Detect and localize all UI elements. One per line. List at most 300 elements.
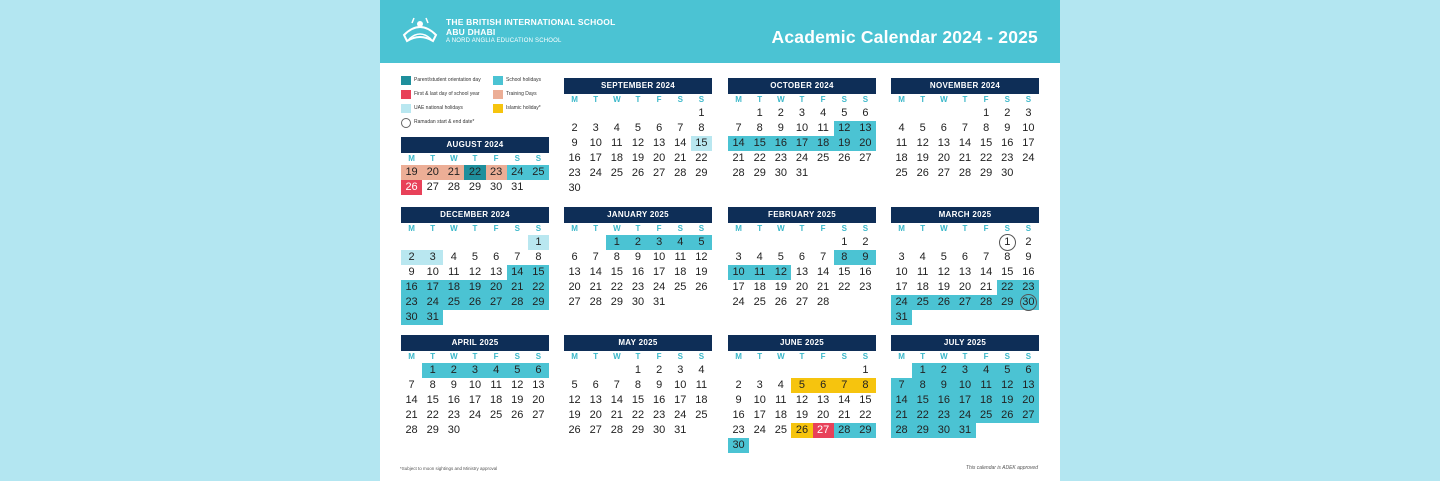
day-cell: 16 [933, 393, 954, 408]
day-cell: 12 [937, 266, 950, 278]
day-cell: 23 [447, 409, 460, 421]
weekday-label: T [635, 95, 641, 104]
weekday-label: T [920, 352, 926, 361]
day-cell: 29 [468, 181, 482, 193]
day-cell: 13 [1018, 378, 1039, 393]
weekday-label: S [862, 352, 869, 361]
day-cell: 22 [528, 280, 549, 295]
weekday-row [564, 223, 712, 235]
day-cell: 7 [408, 379, 415, 391]
day-cell: 21 [674, 152, 687, 164]
day-cell: 21 [405, 409, 418, 421]
day-cell: 11 [817, 122, 829, 134]
day-cell: 1 [997, 235, 1018, 250]
day-cell: 25 [610, 167, 623, 179]
day-cell: 26 [464, 295, 485, 310]
day-cell: 16 [653, 394, 666, 406]
approval-note: This calendar is ADEK approved [965, 465, 1038, 471]
day-cell: 21 [817, 281, 830, 293]
day-cell: 20 [568, 281, 581, 293]
day-cell: 9 [450, 379, 457, 391]
day-cell: 19 [795, 409, 809, 421]
weekday-row [564, 94, 712, 106]
day-cell: 14 [980, 266, 993, 278]
day-cell: 26 [916, 167, 929, 179]
weekday-label: T [593, 95, 599, 104]
day-cell: 28 [674, 167, 687, 179]
day-cell: 16 [447, 394, 460, 406]
weekday-label: T [962, 352, 968, 361]
legend-swatch [493, 76, 503, 85]
day-cell: 28 [610, 424, 623, 436]
weekday-label: T [799, 224, 805, 233]
day-cell: 24 [795, 152, 809, 164]
day-cell: 15 [838, 266, 851, 278]
day-cell: 23 [859, 281, 872, 293]
days-grid [728, 363, 876, 453]
day-cell: 20 [795, 281, 809, 293]
day-cell: 10 [728, 265, 749, 280]
day-cell: 29 [997, 295, 1018, 310]
weekday-label: W [777, 352, 785, 361]
weekday-row [401, 351, 549, 363]
day-cell: 9 [571, 137, 578, 149]
day-cell: 29 [610, 296, 623, 308]
weekday-label: T [635, 352, 641, 361]
weekday-row [891, 94, 1039, 106]
day-cell: 23 [631, 281, 645, 293]
day-cell: 8 [613, 251, 620, 263]
day-cell: 31 [954, 423, 975, 438]
day-cell: 18 [695, 394, 708, 406]
day-cell: 20 [855, 136, 876, 151]
day-cell: 27 [589, 424, 602, 436]
day-cell: 6 [1018, 363, 1039, 378]
day-cell: 26 [631, 167, 645, 179]
weekday-row [564, 351, 712, 363]
weekday-label: S [535, 154, 542, 163]
weekday-label: T [472, 352, 478, 361]
day-cell: 30 [774, 167, 787, 179]
weekday-label: T [962, 224, 968, 233]
day-cell: 20 [589, 409, 602, 421]
day-cell: 12 [834, 121, 855, 136]
day-cell: 5 [841, 107, 848, 119]
day-cell: 28 [834, 423, 855, 438]
day-cell: 28 [958, 167, 972, 179]
day-cell: 6 [592, 379, 599, 391]
day-cell: 13 [589, 394, 602, 406]
weekday-label: M [898, 224, 905, 233]
day-cell: 25 [774, 424, 787, 436]
day-cell: 19 [511, 394, 524, 406]
day-cell: 5 [919, 122, 926, 134]
day-cell: 29 [855, 423, 876, 438]
month-title: NOVEMBER 2024 [891, 78, 1039, 94]
day-cell: 26 [838, 152, 851, 164]
weekday-label: W [613, 224, 621, 233]
day-cell: 10 [674, 379, 687, 391]
weekday-label: F [820, 224, 826, 233]
day-cell: 28 [891, 423, 912, 438]
day-cell: 23 [732, 424, 745, 436]
day-cell: 6 [961, 251, 969, 263]
day-cell: 16 [859, 266, 872, 278]
day-cell: 17 [589, 152, 602, 164]
day-cell: 27 [426, 181, 439, 193]
days-grid [401, 363, 549, 438]
legend-label: UAE national holidays [414, 105, 463, 111]
day-cell: 27 [813, 423, 834, 438]
day-cell: 28 [817, 296, 830, 308]
day-cell: 22 [838, 281, 851, 293]
weekday-label: T [472, 224, 478, 233]
day-cell: 25 [895, 167, 908, 179]
day-cell: 1 [756, 107, 763, 119]
weekday-label: T [593, 224, 599, 233]
weekday-label: F [656, 224, 662, 233]
month-calendar [728, 335, 876, 453]
day-cell: 26 [997, 408, 1018, 423]
day-cell: 1 [912, 363, 933, 378]
day-cell: 6 [656, 122, 663, 134]
day-cell: 29 [980, 167, 993, 179]
weekday-label: M [735, 224, 742, 233]
weekday-row [891, 223, 1039, 235]
day-cell: 13 [532, 379, 545, 391]
days-grid [891, 363, 1039, 438]
day-cell: 15 [631, 394, 645, 406]
day-cell: 17 [895, 281, 908, 293]
day-cell: 6 [571, 251, 578, 263]
day-cell: 30 [1001, 167, 1014, 179]
month-calendar [401, 137, 549, 195]
month-title: MARCH 2025 [891, 207, 1039, 223]
day-cell: 27 [568, 296, 581, 308]
day-cell: 15 [426, 394, 439, 406]
day-cell: 4 [756, 251, 763, 263]
legend-swatch [401, 90, 411, 99]
day-cell: 13 [568, 266, 581, 278]
day-cell: 16 [1001, 137, 1014, 149]
month-calendar [891, 78, 1039, 181]
day-cell: 24 [589, 167, 602, 179]
days-grid [891, 106, 1039, 181]
day-cell: 11 [895, 137, 908, 149]
day-cell: 31 [891, 310, 912, 325]
weekday-label: M [898, 95, 905, 104]
day-cell: 27 [1018, 408, 1039, 423]
day-cell: 24 [507, 165, 528, 180]
day-cell: 27 [486, 295, 507, 310]
weekday-label: S [677, 352, 683, 361]
day-cell: 14 [891, 393, 912, 408]
day-cell: 26 [791, 423, 812, 438]
day-cell: 23 [774, 152, 787, 164]
day-cell: 5 [571, 379, 578, 391]
weekday-label: F [656, 95, 662, 104]
month-title: JUNE 2025 [728, 335, 876, 351]
day-cell: 31 [795, 167, 809, 179]
day-cell: 17 [791, 136, 812, 151]
day-cell: 12 [568, 394, 581, 406]
day-cell: 29 [426, 424, 439, 436]
day-cell: 20 [937, 152, 950, 164]
day-cell: 21 [443, 165, 464, 180]
weekday-label: M [571, 352, 578, 361]
month-title: FEBRUARY 2025 [728, 207, 876, 223]
day-cell: 1 [422, 363, 443, 378]
day-cell: 30 [568, 182, 581, 194]
day-cell: 13 [795, 266, 809, 278]
day-cell: 17 [422, 280, 443, 295]
day-cell: 23 [1018, 280, 1039, 295]
day-cell: 20 [486, 280, 507, 295]
day-cell: 7 [820, 251, 827, 263]
day-cell: 25 [443, 295, 464, 310]
weekday-label: S [1025, 95, 1032, 104]
days-grid [728, 106, 876, 181]
weekday-label: T [799, 352, 805, 361]
weekday-label: S [841, 224, 847, 233]
day-cell: 9 [656, 379, 663, 391]
weekday-label: W [450, 352, 458, 361]
day-cell: 3 [677, 364, 684, 376]
day-cell: 3 [464, 363, 485, 378]
day-cell: 15 [691, 136, 712, 151]
weekday-label: S [1004, 95, 1010, 104]
day-cell: 14 [817, 266, 830, 278]
day-cell: 23 [568, 167, 581, 179]
day-cell: 12 [997, 378, 1018, 393]
day-cell: 5 [940, 251, 947, 263]
day-cell: 5 [471, 251, 479, 263]
day-cell: 21 [838, 409, 851, 421]
day-cell: 10 [653, 251, 666, 263]
weekday-label: S [698, 95, 705, 104]
month-title: JULY 2025 [891, 335, 1039, 351]
day-cell: 29 [528, 295, 549, 310]
school-name-line-1: THE BRITISH INTERNATIONAL SCHOOL [446, 17, 616, 27]
day-cell: 4 [698, 364, 705, 376]
day-cell: 27 [795, 296, 809, 308]
day-cell: 7 [891, 378, 912, 393]
weekday-label: M [735, 95, 742, 104]
day-cell: 15 [912, 393, 933, 408]
day-cell: 1 [528, 235, 549, 250]
day-cell: 25 [528, 165, 549, 180]
day-cell: 24 [891, 295, 912, 310]
weekday-label: T [430, 352, 436, 361]
legend-swatch [401, 118, 411, 128]
day-cell: 31 [653, 296, 666, 308]
month-calendar [891, 335, 1039, 438]
weekday-label: S [514, 352, 520, 361]
day-cell: 18 [813, 136, 834, 151]
day-cell: 8 [429, 379, 436, 391]
day-cell: 5 [691, 235, 712, 250]
legend-swatch [401, 104, 411, 113]
weekday-row [728, 351, 876, 363]
day-cell: 31 [422, 310, 443, 325]
day-cell: 27 [937, 167, 950, 179]
day-cell: 13 [490, 266, 503, 278]
weekday-label: F [820, 95, 826, 104]
legend-label: Parent/student orientation day [414, 77, 481, 83]
day-cell: 16 [631, 266, 645, 278]
legend-label: School holidays [506, 77, 542, 83]
day-cell: 27 [532, 409, 545, 421]
day-cell: 8 [698, 122, 705, 134]
weekday-label: S [841, 95, 847, 104]
day-cell: 7 [613, 379, 620, 391]
day-cell: 18 [916, 281, 929, 293]
day-cell: 1 [698, 107, 705, 119]
month-title: DECEMBER 2024 [401, 207, 549, 223]
day-cell: 8 [983, 122, 990, 134]
day-cell: 9 [777, 122, 784, 134]
weekday-label: T [799, 95, 805, 104]
weekday-label: T [962, 95, 968, 104]
weekday-label: M [571, 95, 578, 104]
day-cell: 12 [770, 265, 791, 280]
day-cell: 28 [447, 181, 460, 193]
day-cell: 27 [859, 152, 872, 164]
day-cell: 2 [1004, 107, 1011, 119]
day-cell: 28 [405, 424, 418, 436]
day-cell: 30 [490, 181, 503, 193]
weekday-label: F [493, 224, 499, 233]
day-cell: 15 [859, 394, 872, 406]
day-cell: 1 [606, 235, 627, 250]
day-cell: 6 [493, 251, 500, 263]
day-cell: 28 [589, 296, 602, 308]
day-cell: 16 [1022, 266, 1035, 278]
day-cell: 23 [933, 408, 954, 423]
month-title: MAY 2025 [564, 335, 712, 351]
day-cell: 15 [610, 266, 623, 278]
day-cell: 14 [589, 266, 602, 278]
day-cell: 24 [674, 409, 687, 421]
day-cell: 8 [834, 250, 855, 265]
day-cell: 10 [468, 379, 482, 391]
weekday-label: S [535, 224, 542, 233]
legend-label: First & last day of school year [414, 91, 480, 97]
day-cell: 7 [834, 378, 855, 393]
day-cell: 27 [653, 167, 666, 179]
day-cell: 26 [401, 180, 422, 195]
weekday-row [728, 223, 876, 235]
weekday-label: M [408, 224, 415, 233]
day-cell: 10 [753, 394, 766, 406]
weekday-label: S [535, 352, 542, 361]
day-cell: 3 [649, 235, 670, 250]
weekday-label: M [408, 154, 415, 163]
day-cell: 19 [401, 165, 422, 180]
legend-swatch [493, 90, 503, 99]
day-cell: 2 [933, 363, 954, 378]
day-cell: 22 [912, 408, 933, 423]
day-cell: 7 [735, 122, 742, 134]
month-calendar [728, 207, 876, 310]
days-grid [564, 363, 712, 438]
day-cell: 8 [1004, 251, 1011, 263]
day-cell: 21 [610, 409, 623, 421]
day-cell: 29 [912, 423, 933, 438]
day-cell: 14 [674, 137, 687, 149]
day-cell: 19 [937, 281, 950, 293]
day-cell: 9 [408, 266, 415, 278]
day-cell: 10 [954, 378, 975, 393]
day-cell: 12 [511, 379, 524, 391]
day-cell: 11 [490, 379, 502, 391]
day-cell: 8 [855, 378, 876, 393]
day-cell: 30 [401, 310, 422, 325]
weekday-row [401, 153, 549, 165]
day-cell: 20 [532, 394, 545, 406]
day-cell: 25 [817, 152, 830, 164]
month-title: APRIL 2025 [401, 335, 549, 351]
day-cell: 26 [511, 409, 524, 421]
day-cell: 10 [795, 122, 809, 134]
weekday-label: W [940, 95, 948, 104]
day-cell: 28 [507, 295, 528, 310]
legend-label: Training Days [506, 91, 537, 97]
day-cell: 18 [774, 409, 787, 421]
day-cell: 13 [855, 121, 876, 136]
day-cell: 13 [653, 137, 666, 149]
days-grid [564, 106, 712, 196]
day-cell: 14 [958, 137, 972, 149]
day-cell: 5 [634, 122, 642, 134]
day-cell: 15 [749, 136, 770, 151]
day-cell: 4 [670, 235, 691, 250]
page-title: Academic Calendar 2024 - 2025 [771, 27, 1038, 47]
weekday-label: M [571, 224, 578, 233]
day-cell: 30 [933, 423, 954, 438]
day-cell: 6 [798, 251, 806, 263]
day-cell: 14 [610, 394, 623, 406]
day-cell: 2 [735, 379, 742, 391]
day-cell: 18 [490, 394, 503, 406]
day-cell: 3 [756, 379, 763, 391]
day-cell: 29 [753, 167, 766, 179]
day-cell: 28 [732, 167, 745, 179]
day-cell: 19 [774, 281, 787, 293]
day-cell: 22 [997, 280, 1018, 295]
legend-swatch [493, 104, 503, 113]
day-cell: 8 [756, 122, 763, 134]
day-cell: 24 [1022, 152, 1035, 164]
day-cell: 7 [677, 122, 684, 134]
day-cell: 25 [912, 295, 933, 310]
day-cell: 7 [514, 251, 521, 263]
day-cell: 18 [610, 152, 623, 164]
day-cell: 19 [695, 266, 708, 278]
day-cell: 12 [695, 251, 708, 263]
school-tagline: A NORD ANGLIA EDUCATION SCHOOL [446, 38, 562, 44]
day-cell: 8 [912, 378, 933, 393]
weekday-label: M [898, 352, 905, 361]
day-cell: 25 [674, 281, 687, 293]
day-cell: 22 [426, 409, 439, 421]
weekday-label: T [472, 154, 478, 163]
day-cell: 10 [1022, 122, 1035, 134]
weekday-label: S [677, 95, 683, 104]
weekday-label: M [735, 352, 742, 361]
day-cell: 11 [695, 379, 708, 391]
month-calendar [401, 207, 549, 325]
